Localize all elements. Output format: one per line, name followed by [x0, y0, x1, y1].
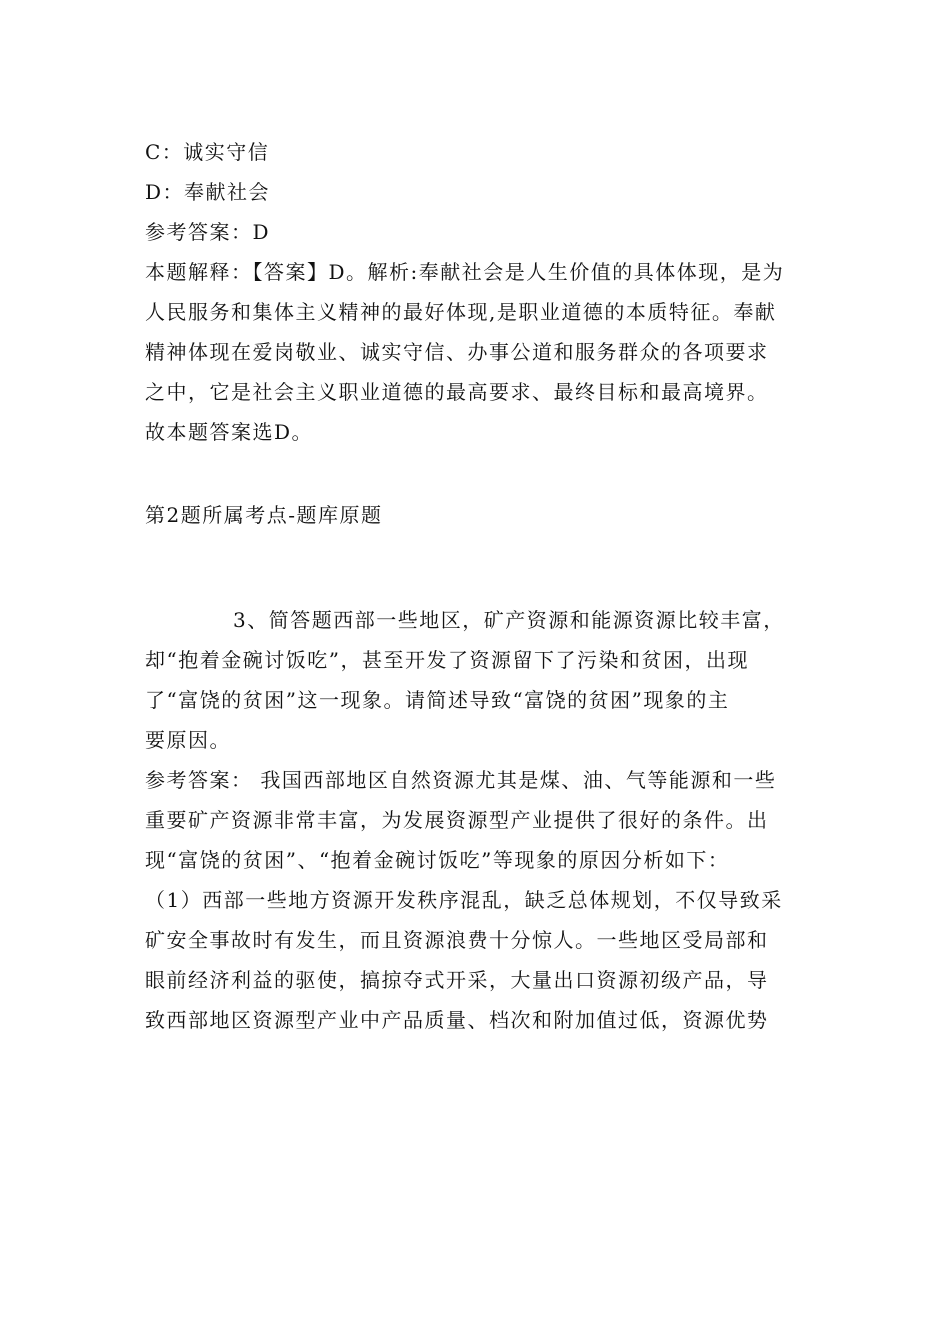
question3-body — [145, 600, 810, 760]
question3-line: 3、简答题西部一些地区，矿产资源和能源资源比较丰富， — [233, 608, 785, 632]
section-heading: 第2题所属考点-题库原题 — [145, 503, 383, 527]
option-d: D：奉献社会 — [145, 180, 271, 204]
explanation-line: 之中，它是社会主义职业道德的最高要求、最终目标和最高境界。 — [145, 380, 769, 404]
answer-line: 参考答案：D — [145, 220, 271, 244]
question1-explanation — [145, 252, 810, 452]
spacer — [145, 578, 810, 600]
question3-line: 了“富饶的贫困”这一现象。请简述导致“富饶的贫困”现象的主 — [145, 688, 730, 712]
question1-options — [145, 132, 810, 252]
explanation-line: 精神体现在爱岗敬业、诚实守信、办事公道和服务群众的各项要求 — [145, 340, 769, 364]
spacer — [145, 535, 810, 578]
answer3-line: 重要矿产资源非常丰富，为发展资源型产业提供了很好的条件。出 — [145, 808, 769, 832]
document-page — [145, 132, 810, 1040]
answer3-line: 现“富饶的贫困”、“抱着金碗讨饭吃”等现象的原因分析如下： — [145, 848, 730, 872]
answer3-body — [145, 760, 810, 1040]
option-c: C：诚实守信 — [145, 140, 270, 164]
question3-line: 要原因。 — [145, 728, 231, 752]
question3-line: 却“抱着金碗讨饭吃”，甚至开发了资源留下了污染和贫困，出现 — [145, 648, 749, 672]
explanation-line: 人民服务和集体主义精神的最好体现,是职业道德的本质特征。奉献 — [145, 300, 777, 324]
answer3-line: 矿安全事故时有发生，而且资源浪费十分惊人。一些地区受局部和 — [145, 928, 769, 952]
answer3-line: 致西部地区资源型产业中产品质量、档次和附加值过低，资源优势 — [145, 1008, 769, 1032]
spacer — [145, 452, 810, 495]
answer3-line: 眼前经济利益的驱使，搞掠夺式开采，大量出口资源初级产品，导 — [145, 968, 769, 992]
section-heading-block — [145, 495, 810, 535]
answer3-line: （1）西部一些地方资源开发秩序混乱，缺乏总体规划，不仅导致采 — [145, 888, 783, 912]
explanation-line: 故本题答案选D。 — [145, 420, 314, 444]
explanation-line: 本题解释：【答案】D。解析:奉献社会是人生价值的具体体现，是为 — [145, 260, 785, 284]
answer3-line: 参考答案： 我国西部地区自然资源尤其是煤、油、气等能源和一些 — [145, 768, 777, 792]
